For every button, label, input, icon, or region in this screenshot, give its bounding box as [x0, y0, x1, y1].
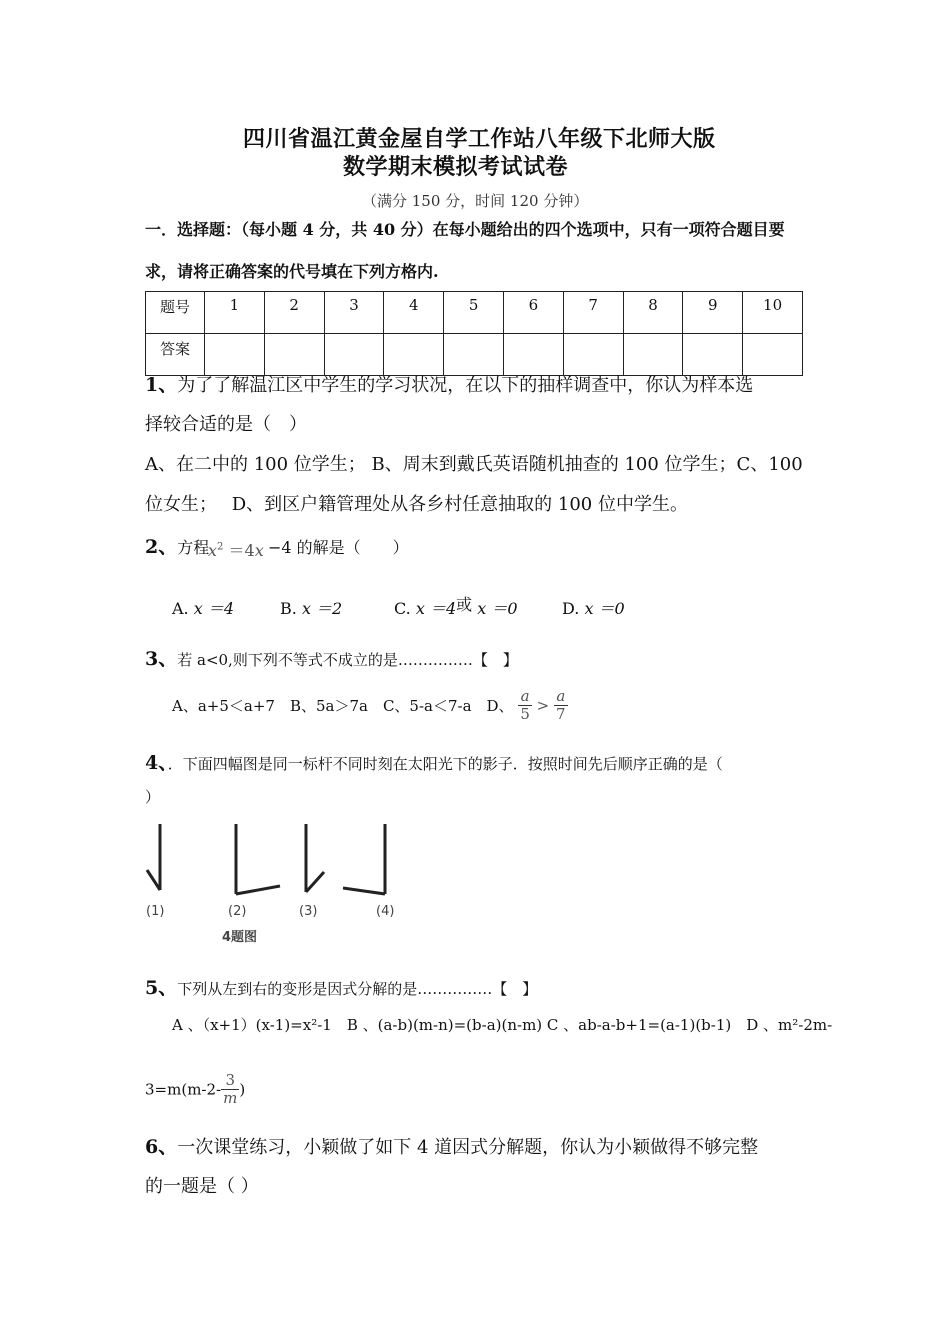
- figure-label-4: (4): [376, 904, 395, 919]
- numerator: 3: [221, 1072, 239, 1090]
- equation: [208, 538, 264, 561]
- options-text: A、a+5＜a+7 B、5a＞7a C、5-a＜7-a D、: [172, 697, 514, 715]
- question-6: [145, 1132, 758, 1159]
- exponent: 2: [217, 541, 224, 553]
- option-value: x ＝0: [584, 599, 625, 618]
- question-text: 下列从左到右的变形是因式分解的是……………【 】: [177, 980, 538, 998]
- question-1-line-2: 择较合适的是（ ）: [145, 414, 307, 435]
- option-c: [394, 596, 518, 619]
- question-5: [145, 973, 537, 1000]
- figure-label-2: (2): [228, 904, 247, 919]
- table-row: [146, 292, 803, 334]
- question-number: 6、: [145, 1136, 178, 1158]
- question-number: 5、: [145, 977, 178, 999]
- table-cell: 9: [683, 292, 743, 334]
- variable-x: x: [254, 541, 264, 560]
- option-d: [562, 596, 625, 619]
- option-b: [280, 596, 342, 619]
- denominator: 5: [520, 705, 530, 723]
- question-6-line-2: 的一题是（ ）: [145, 1176, 259, 1197]
- option-label: B.: [280, 599, 297, 618]
- title-line-2: 数学期末模拟考试试卷: [343, 154, 569, 180]
- question-2: [145, 532, 209, 559]
- option-label: D.: [562, 599, 580, 618]
- table-cell: 4: [384, 292, 444, 334]
- option-value: x ＝0: [477, 599, 518, 618]
- denominator: m: [223, 1089, 238, 1107]
- question-text: 一次课堂练习，小颖做了如下 4 道因式分解题，你认为小颖做得不够完整: [177, 1137, 759, 1158]
- shadow-figure: [140, 818, 410, 948]
- question-5-options-line-2: [145, 1072, 245, 1107]
- option-value: x ＝2: [301, 599, 343, 618]
- row-label-answer: 答案: [146, 334, 205, 376]
- close-paren: ): [239, 1080, 246, 1099]
- equals-term: ＝4: [228, 541, 255, 560]
- subtitle: （满分 150 分，时间 120 分钟）: [362, 192, 589, 210]
- table-cell: 5: [444, 292, 504, 334]
- question-prefix: 方程: [177, 538, 210, 557]
- figure-label-3: (3): [299, 904, 318, 919]
- options-text: 3=m(m-2-: [145, 1080, 222, 1099]
- section-1-line-1: 一．选择题：（每小题 4 分，共 40 分）在每小题给出的四个选项中，只有一项符合题目要: [145, 220, 785, 239]
- denominator: 7: [556, 705, 566, 723]
- figure-caption: 4题图: [222, 930, 258, 945]
- table-cell: 2: [264, 292, 324, 334]
- variable-x: x: [208, 541, 218, 560]
- question-3-options: [172, 688, 568, 723]
- question-1: [145, 370, 753, 397]
- question-text: 若 a<0,则下列不等式不成立的是……………【 】: [177, 651, 518, 669]
- option-or: 或: [456, 595, 473, 614]
- numerator: a: [554, 688, 568, 706]
- table-cell: 8: [623, 292, 683, 334]
- table-cell: 3: [324, 292, 384, 334]
- row-label-number: 题号: [146, 292, 205, 334]
- question-4-close: ）: [145, 788, 161, 806]
- table-cell: 10: [743, 292, 803, 334]
- answer-table: [145, 291, 803, 376]
- question-3: [145, 644, 518, 671]
- fraction-a-over-7: [554, 688, 568, 723]
- question-2-suffix: −4 的解是（ ）: [268, 538, 409, 557]
- option-value: x ＝4: [193, 599, 235, 618]
- question-number: 1、: [145, 374, 178, 396]
- greater-than: >: [536, 696, 550, 715]
- table-cell: 7: [563, 292, 623, 334]
- shadow-figure-svg: [140, 818, 410, 948]
- question-number: 2、: [145, 536, 178, 558]
- question-1-line-3: A、在二中的 100 位学生； B、周末到戴氏英语随机抽查的 100 位学生；C、100: [145, 454, 803, 475]
- question-number: 4、: [145, 752, 168, 774]
- option-label: C.: [394, 599, 411, 618]
- figure-label-1: (1): [146, 904, 165, 919]
- question-number: 3、: [145, 648, 178, 670]
- section-1-line-2: 求，请将正确答案的代号填在下列方格内.: [145, 262, 439, 281]
- question-1-line-4: 位女生； D、到区户籍管理处从各乡村任意抽取的 100 位中学生。: [145, 494, 688, 515]
- title-line-1: 四川省温江黄金屋自学工作站八年级下北师大版: [243, 126, 716, 152]
- option-value: x ＝4: [415, 599, 457, 618]
- fraction-3-over-m: [221, 1072, 239, 1107]
- table-cell: 6: [503, 292, 563, 334]
- question-4: [145, 748, 723, 775]
- question-5-options: A 、（x+1）(x-1)=x²-1 B 、(a-b)(m-n)=(b-a)(n-m) C 、ab-a-b+1=(a-1)(b-1) D 、m²-2m-: [172, 1016, 833, 1034]
- question-text: 为了了解温江区中学生的学习状况，在以下的抽样调查中，你认为样本选: [177, 375, 754, 396]
- numerator: a: [518, 688, 532, 706]
- option-a: [172, 596, 234, 619]
- option-label: A.: [172, 599, 189, 618]
- table-cell: 1: [205, 292, 265, 334]
- fraction-a-over-5: [518, 688, 532, 723]
- question-text: ．下面四幅图是同一标杆不同时刻在太阳光下的影子．按照时间先后顺序正确的是（: [167, 755, 723, 773]
